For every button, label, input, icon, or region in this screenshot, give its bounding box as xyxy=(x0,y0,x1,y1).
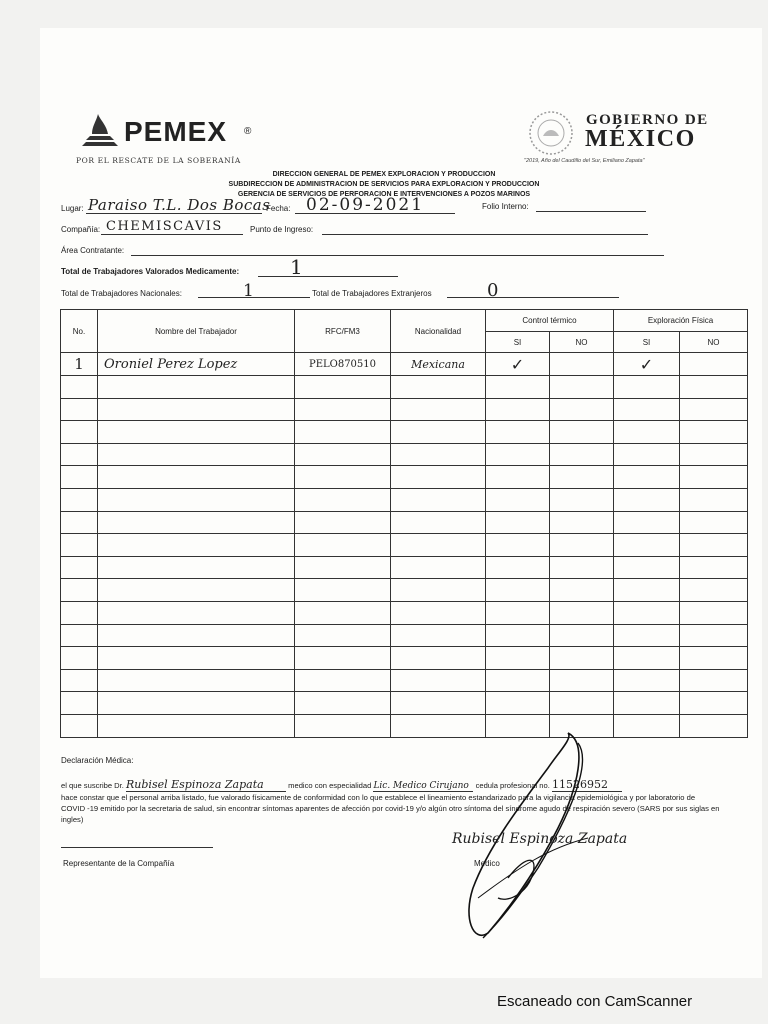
table-cell[interactable] xyxy=(295,601,391,624)
table-row[interactable] xyxy=(61,443,748,466)
table-cell[interactable] xyxy=(614,376,680,399)
table-cell[interactable] xyxy=(486,421,550,444)
table-cell[interactable] xyxy=(680,511,748,534)
pemex-logo-text: PEMEX xyxy=(124,116,228,147)
compania-value[interactable]: CHEMISCAVIS xyxy=(106,219,223,234)
table-cell[interactable] xyxy=(550,669,614,692)
table-cell[interactable] xyxy=(614,579,680,602)
declaration-t3: cedula profesional no. xyxy=(475,781,550,790)
table-cell[interactable] xyxy=(486,488,550,511)
punto-line[interactable] xyxy=(322,234,648,235)
table-cell[interactable] xyxy=(391,556,486,579)
table-cell[interactable] xyxy=(614,443,680,466)
table-cell[interactable] xyxy=(295,556,391,579)
table-cell[interactable] xyxy=(295,488,391,511)
punto-label: Punto de Ingreso: xyxy=(250,225,314,234)
representante-line[interactable] xyxy=(61,847,213,848)
table-cell[interactable] xyxy=(680,669,748,692)
table-cell[interactable] xyxy=(295,669,391,692)
table-row[interactable] xyxy=(61,421,748,444)
table-cell[interactable] xyxy=(98,534,295,557)
government-title-line1: GOBIERNO DE xyxy=(586,112,709,128)
table-cell[interactable] xyxy=(486,669,550,692)
table-cell[interactable] xyxy=(680,534,748,557)
fecha-label: Fecha: xyxy=(266,204,291,213)
table-cell[interactable] xyxy=(486,647,550,670)
table-row[interactable] xyxy=(61,398,748,421)
table-cell[interactable] xyxy=(98,511,295,534)
declaration-line xyxy=(61,778,721,792)
table-cell[interactable] xyxy=(295,466,391,489)
cell-expl-no xyxy=(680,353,748,376)
header-nombre: Nombre del Trabajador xyxy=(98,310,295,353)
table-cell[interactable] xyxy=(550,443,614,466)
folio-line[interactable] xyxy=(536,211,646,212)
table-cell[interactable] xyxy=(550,624,614,647)
table-cell[interactable] xyxy=(680,714,748,737)
table-cell[interactable] xyxy=(680,376,748,399)
table-cell[interactable] xyxy=(680,579,748,602)
compania-line xyxy=(101,234,243,235)
table-cell[interactable] xyxy=(98,398,295,421)
medico-label: Medico xyxy=(474,859,500,868)
table-cell[interactable] xyxy=(98,488,295,511)
especialidad[interactable]: Lic. Medico Cirujano xyxy=(373,781,473,792)
area-line[interactable] xyxy=(131,255,664,256)
header-nacionalidad: Nacionalidad xyxy=(391,310,486,353)
table-cell[interactable] xyxy=(391,601,486,624)
table-cell[interactable] xyxy=(550,398,614,421)
table-row[interactable] xyxy=(61,488,748,511)
cell-control-no xyxy=(550,353,614,376)
table-cell[interactable] xyxy=(61,421,98,444)
document-title-2: SUBDIRECCION DE ADMINISTRACION DE SERVICIOS PARA EXPLORACION Y PRODUCCION xyxy=(228,181,540,188)
table-cell[interactable] xyxy=(614,466,680,489)
table-cell[interactable] xyxy=(486,556,550,579)
table-cell[interactable] xyxy=(550,579,614,602)
table-cell[interactable] xyxy=(680,556,748,579)
table-cell[interactable] xyxy=(391,692,486,715)
table-cell[interactable] xyxy=(486,466,550,489)
table-row[interactable] xyxy=(61,534,748,557)
table-cell[interactable] xyxy=(391,624,486,647)
government-title-line2: MÉXICO xyxy=(585,126,696,152)
table-row[interactable] xyxy=(61,714,748,737)
table-row[interactable] xyxy=(61,376,748,399)
workers-table xyxy=(60,309,748,738)
table-cell[interactable] xyxy=(98,692,295,715)
total-extranjeros-label: Total de Trabajadores Extranjeros xyxy=(312,289,432,298)
table-cell[interactable] xyxy=(61,579,98,602)
table-cell[interactable] xyxy=(391,511,486,534)
pemex-logo xyxy=(78,112,258,152)
cell-control-si: ✓ xyxy=(486,353,550,376)
compania-label: Compañía: xyxy=(61,225,101,234)
table-cell[interactable] xyxy=(614,556,680,579)
table-cell[interactable] xyxy=(680,647,748,670)
table-cell[interactable] xyxy=(61,398,98,421)
lugar-label: Lugar: xyxy=(61,204,84,213)
table-row[interactable] xyxy=(61,601,748,624)
table-row[interactable] xyxy=(61,579,748,602)
table-row[interactable] xyxy=(61,556,748,579)
table-cell[interactable] xyxy=(61,669,98,692)
table-cell[interactable] xyxy=(614,669,680,692)
table-cell[interactable] xyxy=(61,488,98,511)
total-valorados-line xyxy=(258,276,398,277)
table-cell[interactable] xyxy=(486,579,550,602)
cell-nombre: Oroniel Perez Lopez xyxy=(98,353,295,376)
table-cell[interactable] xyxy=(680,601,748,624)
table-row[interactable] xyxy=(61,647,748,670)
declaration-heading: Declaración Médica: xyxy=(61,756,134,765)
table-cell[interactable] xyxy=(550,534,614,557)
cell-expl-si: ✓ xyxy=(614,353,680,376)
table-cell[interactable] xyxy=(614,624,680,647)
table-cell[interactable] xyxy=(295,647,391,670)
cedula[interactable]: 11526952 xyxy=(552,778,622,792)
table-cell[interactable] xyxy=(295,398,391,421)
table-cell[interactable] xyxy=(295,714,391,737)
document-title-3: GERENCIA DE SERVICIOS DE PERFORACION E INTERVENCIONES A POZOS MARINOS xyxy=(237,191,531,198)
table-cell[interactable] xyxy=(550,488,614,511)
table-cell[interactable] xyxy=(614,692,680,715)
table-cell[interactable] xyxy=(614,714,680,737)
table-cell[interactable] xyxy=(391,488,486,511)
table-cell[interactable] xyxy=(614,601,680,624)
total-valorados-value[interactable]: 1 xyxy=(290,255,303,279)
table-cell[interactable] xyxy=(98,624,295,647)
pemex-flame-icon xyxy=(78,112,122,152)
table-cell[interactable] xyxy=(295,692,391,715)
document-title-1: DIRECCION GENERAL DE PEMEX EXPLORACION Y PRODUCCION xyxy=(272,171,496,178)
table-cell[interactable] xyxy=(295,534,391,557)
table-cell[interactable] xyxy=(98,647,295,670)
total-nacionales-line xyxy=(198,297,310,298)
table-row[interactable] xyxy=(61,624,748,647)
table-cell[interactable] xyxy=(61,376,98,399)
table-row[interactable] xyxy=(61,466,748,489)
table-cell[interactable] xyxy=(295,511,391,534)
table-cell[interactable] xyxy=(61,443,98,466)
table-cell[interactable] xyxy=(550,692,614,715)
lugar-value[interactable]: Paraiso T.L. Dos Bocas xyxy=(88,196,271,214)
table-cell[interactable] xyxy=(614,647,680,670)
table-cell[interactable] xyxy=(614,421,680,444)
header-control-si: SI xyxy=(486,332,550,353)
table-cell[interactable] xyxy=(61,466,98,489)
table-cell[interactable] xyxy=(614,398,680,421)
table-cell[interactable] xyxy=(98,714,295,737)
cell-no: 1 xyxy=(61,353,98,376)
table-cell[interactable] xyxy=(61,624,98,647)
total-nacionales-value[interactable]: 1 xyxy=(243,281,254,301)
table-cell[interactable] xyxy=(550,647,614,670)
table-cell[interactable] xyxy=(61,511,98,534)
table-cell[interactable] xyxy=(391,443,486,466)
table-cell[interactable] xyxy=(61,692,98,715)
table-row[interactable] xyxy=(61,353,748,376)
government-seal-icon xyxy=(528,110,574,156)
table-cell[interactable] xyxy=(391,669,486,692)
header-expl-si: SI xyxy=(614,332,680,353)
scanner-footer: Escaneado con CamScanner xyxy=(497,993,693,1010)
table-cell[interactable] xyxy=(550,601,614,624)
table-row[interactable] xyxy=(61,692,748,715)
table-cell[interactable] xyxy=(486,692,550,715)
table-cell[interactable] xyxy=(486,511,550,534)
table-cell[interactable] xyxy=(680,466,748,489)
total-valorados-label: Total de Trabajadores Valorados Medicamente: xyxy=(61,267,240,276)
table-cell[interactable] xyxy=(486,376,550,399)
fecha-value[interactable]: 02-09-2021 xyxy=(306,195,425,215)
table-cell[interactable] xyxy=(295,376,391,399)
table-cell[interactable] xyxy=(391,647,486,670)
table-cell[interactable] xyxy=(680,443,748,466)
table-cell[interactable] xyxy=(295,443,391,466)
table-cell[interactable] xyxy=(295,579,391,602)
header-control-termico: Control térmico xyxy=(486,310,614,332)
declaration-t2: medico con especialidad xyxy=(288,781,372,790)
header-no: No. xyxy=(61,310,98,353)
table-row[interactable] xyxy=(61,511,748,534)
table-cell[interactable] xyxy=(391,579,486,602)
table-cell[interactable] xyxy=(98,466,295,489)
table-cell[interactable] xyxy=(98,579,295,602)
declaration-t1: el que suscribe Dr. xyxy=(61,781,124,790)
table-cell[interactable] xyxy=(61,601,98,624)
table-cell[interactable] xyxy=(98,421,295,444)
table-cell[interactable] xyxy=(550,511,614,534)
table-cell[interactable] xyxy=(680,692,748,715)
doctor-name[interactable]: Rubisel Espinoza Zapata xyxy=(126,778,286,792)
table-cell[interactable] xyxy=(486,601,550,624)
table-cell[interactable] xyxy=(61,534,98,557)
total-nacionales-label: Total de Trabajadores Nacionales: xyxy=(61,289,182,298)
table-cell[interactable] xyxy=(98,669,295,692)
table-cell[interactable] xyxy=(550,466,614,489)
table-cell[interactable] xyxy=(98,443,295,466)
declaration-body: hace constar que el personal arriba listado, fue valorado físicamente de conformidad con lo que establece el lineamiento estandarizado para la vigilancia epidemiológica y por laboratorio de COVID -19 emitido por la secretaria de salud, sin encontrar síntomas aparentes de afección por covid-19 y/o algún otro síntoma del síndrome agudo de respiración severo (SARS por sus siglas en ingles) xyxy=(61,793,720,824)
table-cell[interactable] xyxy=(486,398,550,421)
header-control-no: NO xyxy=(550,332,614,353)
table-cell[interactable] xyxy=(391,398,486,421)
table-row[interactable] xyxy=(61,669,748,692)
table-cell[interactable] xyxy=(550,421,614,444)
table-cell[interactable] xyxy=(550,556,614,579)
table-cell[interactable] xyxy=(98,601,295,624)
signature-name: Rubisel Espinoza Zapata xyxy=(452,831,628,847)
table-cell[interactable] xyxy=(391,534,486,557)
cell-rfc: PELO870510 xyxy=(295,353,391,376)
representante-label: Representante de la Compañía xyxy=(63,859,175,868)
table-cell[interactable] xyxy=(295,624,391,647)
table-cell[interactable] xyxy=(550,376,614,399)
area-label: Área Contratante: xyxy=(61,246,125,255)
table-cell[interactable] xyxy=(98,376,295,399)
table-cell[interactable] xyxy=(614,488,680,511)
registered-mark: ® xyxy=(244,126,252,137)
header-expl-no: NO xyxy=(680,332,748,353)
table-cell[interactable] xyxy=(614,534,680,557)
table-cell[interactable] xyxy=(680,421,748,444)
table-cell[interactable] xyxy=(680,488,748,511)
table-cell[interactable] xyxy=(680,624,748,647)
table-cell[interactable] xyxy=(61,647,98,670)
total-extranjeros-value[interactable]: 0 xyxy=(487,280,499,301)
table-cell[interactable] xyxy=(486,624,550,647)
table-cell[interactable] xyxy=(391,421,486,444)
table-cell[interactable] xyxy=(295,421,391,444)
table-cell[interactable] xyxy=(98,556,295,579)
table-cell[interactable] xyxy=(680,398,748,421)
cell-nacionalidad: Mexicana xyxy=(391,353,486,376)
header-exploracion-fisica: Exploración Física xyxy=(614,310,748,332)
table-cell[interactable] xyxy=(486,534,550,557)
table-cell[interactable] xyxy=(61,714,98,737)
table-cell[interactable] xyxy=(391,466,486,489)
table-cell[interactable] xyxy=(614,511,680,534)
pemex-slogan: POR EL RESCATE DE LA SOBERANÍA xyxy=(76,156,241,165)
table-cell[interactable] xyxy=(61,556,98,579)
folio-label: Folio Interno: xyxy=(482,202,529,211)
table-cell[interactable] xyxy=(486,443,550,466)
total-extranjeros-line xyxy=(447,297,619,298)
header-rfc: RFC/FM3 xyxy=(295,310,391,353)
table-cell[interactable] xyxy=(391,376,486,399)
government-caption: "2019, Año del Caudillo del Sur, Emiliano Zapata" xyxy=(524,158,645,164)
